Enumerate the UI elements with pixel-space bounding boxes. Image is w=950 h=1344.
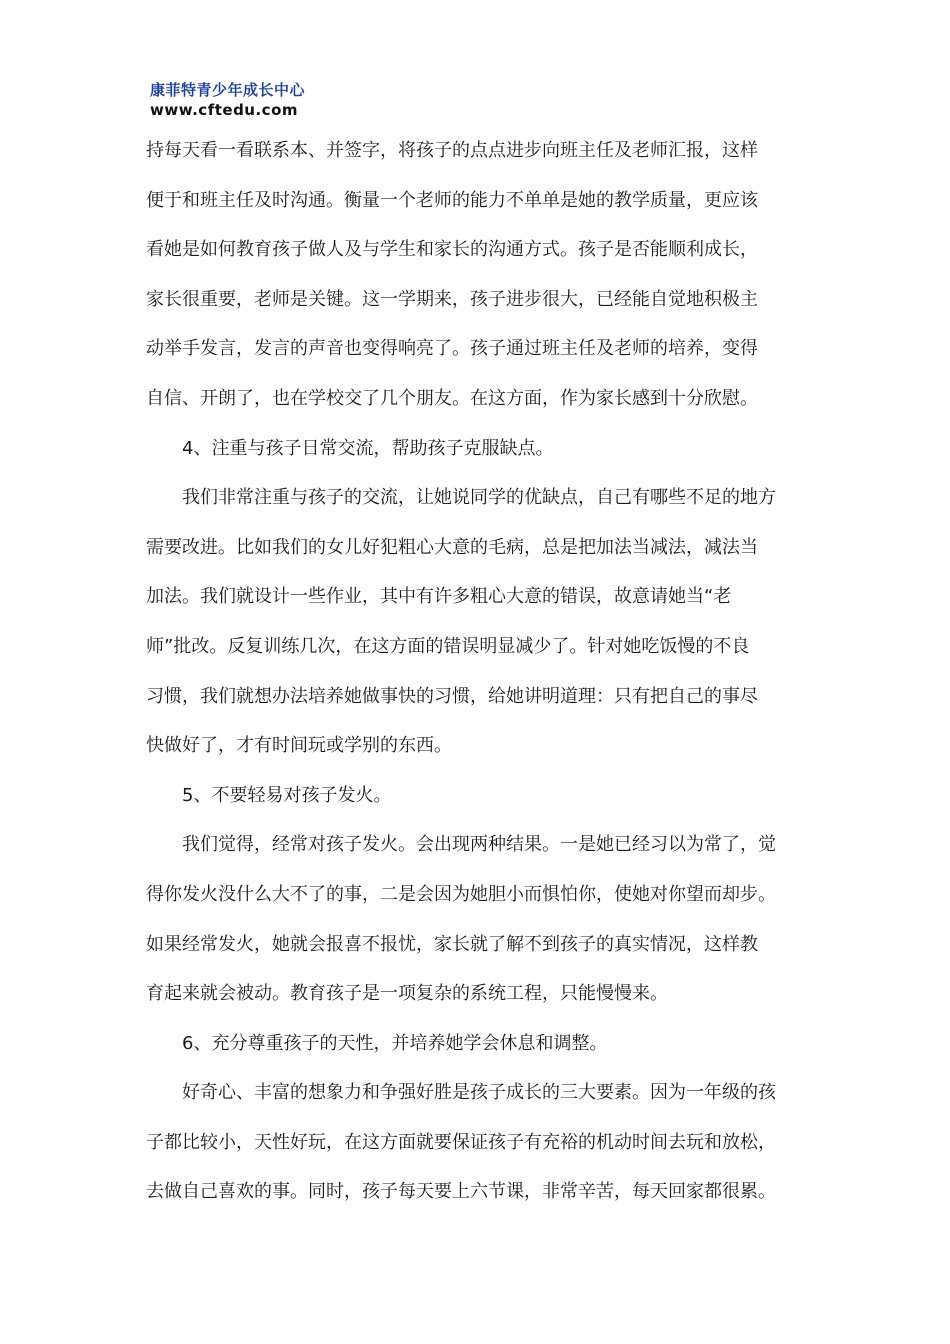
text-line: 家长很重要，老师是关键。这一学期来，孩子进步很大，已经能自觉地积极主: [146, 288, 758, 310]
text-line: 得你发火没什么大不了的事，二是会因为她胆小而惧怕你，使她对你望而却步。: [146, 883, 776, 905]
section-heading: 4、注重与孩子日常交流，帮助孩子克服缺点。: [182, 437, 554, 459]
text-line: 我们觉得，经常对孩子发火。会出现两种结果。一是她已经习以为常了，觉: [182, 834, 776, 856]
brand-name: 康菲特青少年成长中心: [150, 81, 306, 99]
text-line: 习惯，我们就想办法培养她做事快的习惯，给她讲明道理：只有把自己的事尽: [146, 685, 758, 707]
text-line: 我们非常注重与孩子的交流，让她说同学的优缺点，自己有哪些不足的地方: [182, 487, 776, 509]
page-header: [150, 80, 305, 120]
text-line: 持每天看一看联系本、并签字，将孩子的点点进步向班主任及老师汇报，这样: [146, 140, 758, 161]
text-line: 子都比较小，天性好玩，在这方面就要保证孩子有充裕的机动时间去玩和放松，: [146, 1131, 776, 1153]
brand-url: www.cftedu.com: [150, 101, 299, 119]
text-line: 便于和班主任及时沟通。衡量一个老师的能力不单单是她的教学质量，更应该: [146, 189, 758, 211]
section-heading: 5、不要轻易对孩子发火。: [182, 784, 392, 806]
text-line: 自信、开朗了，也在学校交了几个朋友。在这方面，作为家长感到十分欣慰。: [146, 387, 758, 409]
text-line: 育起来就会被动。教育孩子是一项复杂的系统工程，只能慢慢来。: [146, 983, 668, 1005]
text-line: 看她是如何教育孩子做人及与学生和家长的沟通方式。孩子是否能顺利成长，: [146, 239, 758, 261]
text-line: 加法。我们就设计一些作业，其中有许多粗心大意的错误，故意请她当“老: [146, 586, 732, 608]
text-line: 如果经常发火，她就会报喜不报忧，家长就了解不到孩子的真实情况，这样教: [146, 933, 758, 955]
document-body: [146, 126, 811, 1217]
text-line: 快做好了，才有时间玩或学别的东西。: [146, 735, 452, 757]
text-line: 动举手发言，发言的声音也变得响亮了。孩子通过班主任及老师的培养，变得: [146, 338, 758, 360]
text-line: 师”批改。反复训练几次，在这方面的错误明显减少了。针对她吃饭慢的不良: [146, 635, 750, 657]
text-line: 去做自己喜欢的事。同时，孩子每天要上六节课，非常辛苦，每天回家都很累。: [146, 1181, 776, 1203]
text-line: 好奇心、丰富的想象力和争强好胜是孩子成长的三大要素。因为一年级的孩: [182, 1082, 776, 1104]
section-heading: 6、充分尊重孩子的天性，并培养她学会休息和调整。: [182, 1032, 608, 1054]
text-line: 需要改进。比如我们的女儿好犯粗心大意的毛病，总是把加法当减法，减法当: [146, 536, 758, 558]
